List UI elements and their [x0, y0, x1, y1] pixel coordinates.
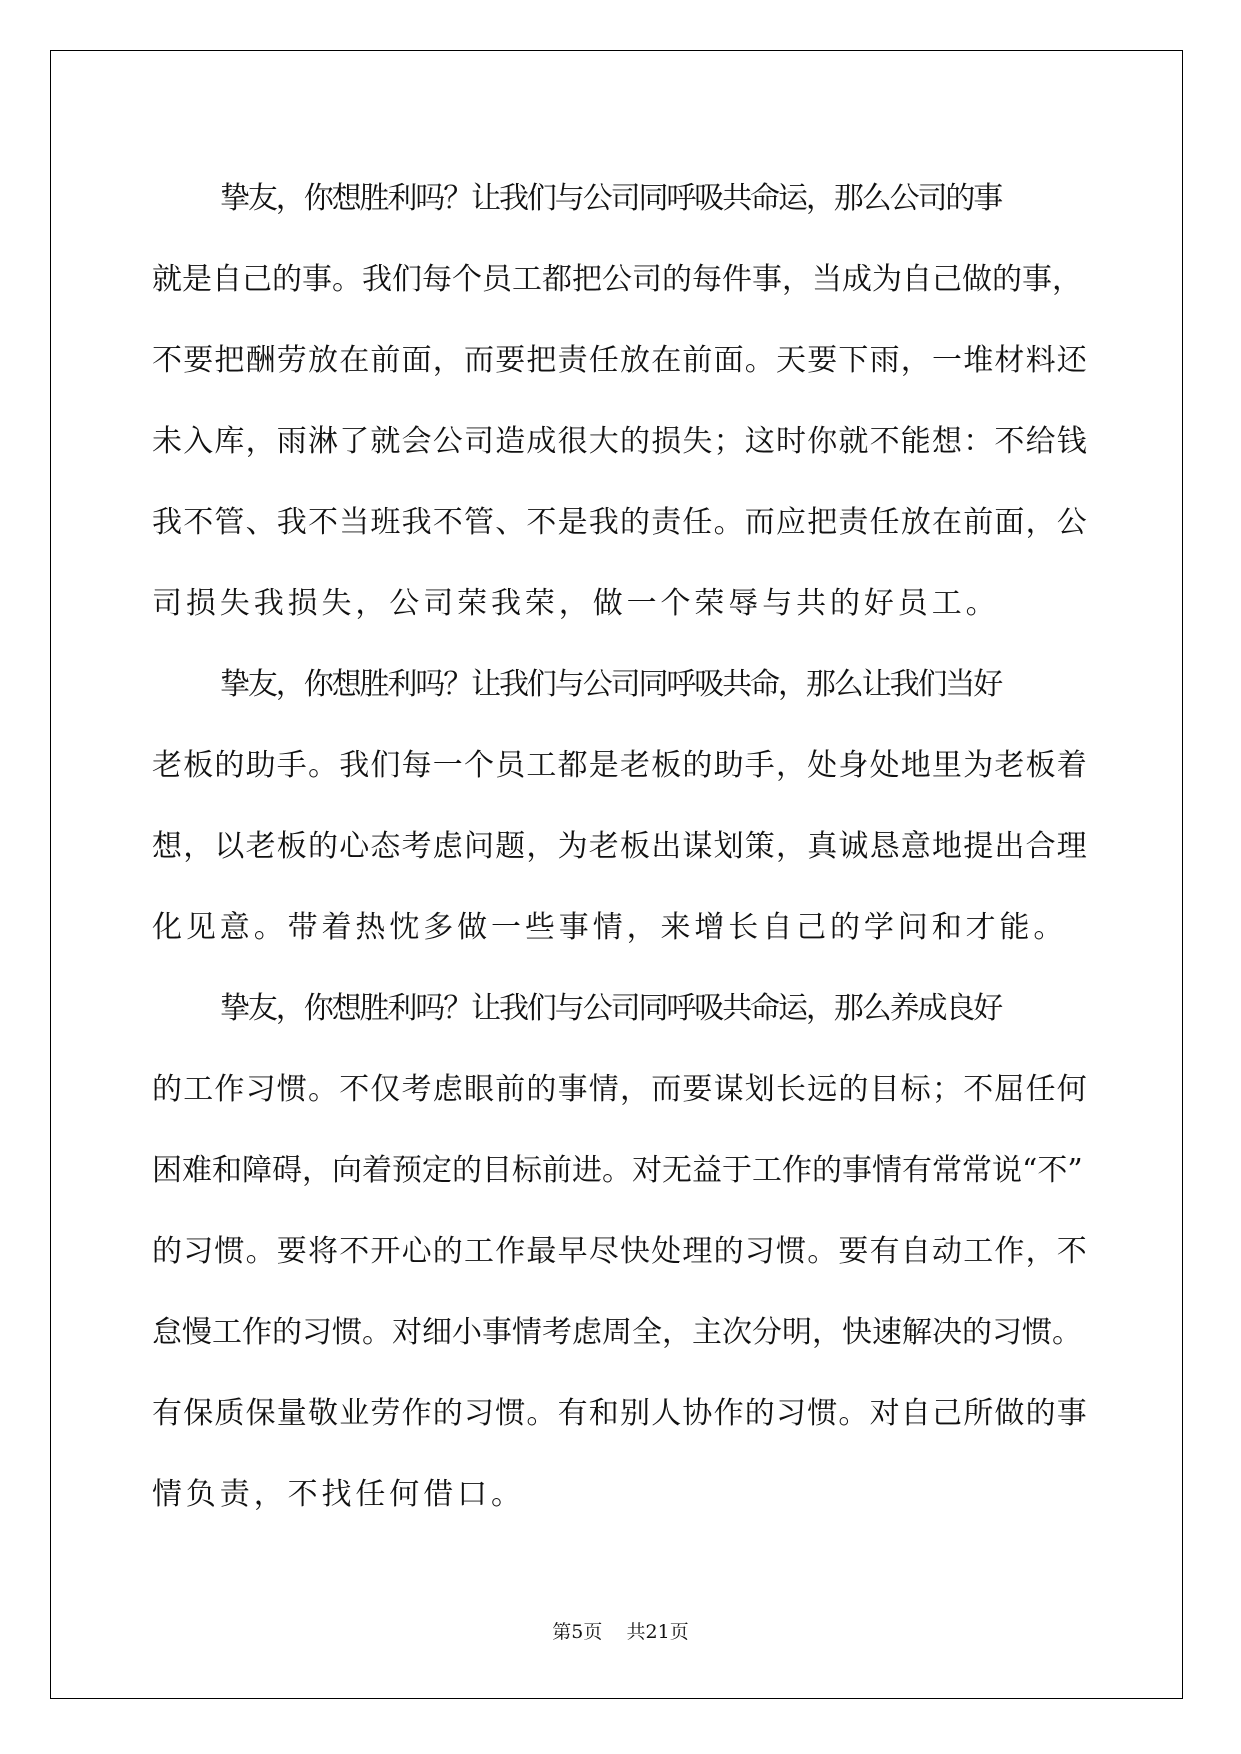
text-line: 挚友，你想胜利吗？让我们与公司同呼吸共命运，那么养成良好 — [220, 991, 1002, 1026]
text-line: 情负责，不找任何借口。 — [152, 1477, 525, 1512]
page-number: 第5页 — [552, 1621, 603, 1643]
text-line: 的工作习惯。不仅考虑眼前的事情，而要谋划长远的目标；不屈任何 — [152, 1072, 1088, 1107]
text-line: 不要把酬劳放在前面，而要把责任放在前面。天要下雨，一堆材料还 — [152, 343, 1088, 378]
document-body — [152, 158, 1087, 1535]
page-total: 共21页 — [626, 1621, 689, 1643]
paragraph-2 — [152, 644, 1087, 968]
paragraph-3 — [152, 968, 1087, 1535]
text-line: 困难和障碍，向着预定的目标前进。对无益于工作的事情有常常说“不” — [152, 1153, 1083, 1188]
text-line: 有保质保量敬业劳作的习惯。有和别人协作的习惯。对自己所做的事 — [152, 1396, 1088, 1431]
text-line: 怠慢工作的习惯。对细小事情考虑周全，主次分明，快速解决的习惯。 — [152, 1315, 1082, 1350]
text-line: 未入库，雨淋了就会公司造成很大的损失；这时你就不能想：不给钱 — [152, 424, 1088, 459]
page-footer — [0, 1620, 1241, 1644]
paragraph-1 — [152, 158, 1087, 644]
text-line: 挚友，你想胜利吗？让我们与公司同呼吸共命运，那么公司的事 — [220, 181, 1002, 216]
text-line: 的习惯。要将不开心的工作最早尽快处理的习惯。要有自动工作，不 — [152, 1234, 1088, 1269]
text-line: 司损失我损失，公司荣我荣，做一个荣辱与共的好员工。 — [152, 586, 1000, 621]
text-line: 就是自己的事。我们每个员工都把公司的每件事，当成为自己做的事， — [152, 262, 1082, 297]
text-line: 老板的助手。我们每一个员工都是老板的助手，处身处地里为老板着 — [152, 748, 1088, 783]
text-line: 想，以老板的心态考虑问题，为老板出谋划策，真诚恳意地提出合理 — [152, 829, 1088, 864]
text-line: 我不管、我不当班我不管、不是我的责任。而应把责任放在前面，公 — [152, 505, 1088, 540]
text-line: 挚友，你想胜利吗？让我们与公司同呼吸共命，那么让我们当好 — [220, 667, 1002, 702]
text-line: 化见意。带着热忱多做一些事情，来增长自己的学问和才能。 — [152, 910, 1068, 945]
